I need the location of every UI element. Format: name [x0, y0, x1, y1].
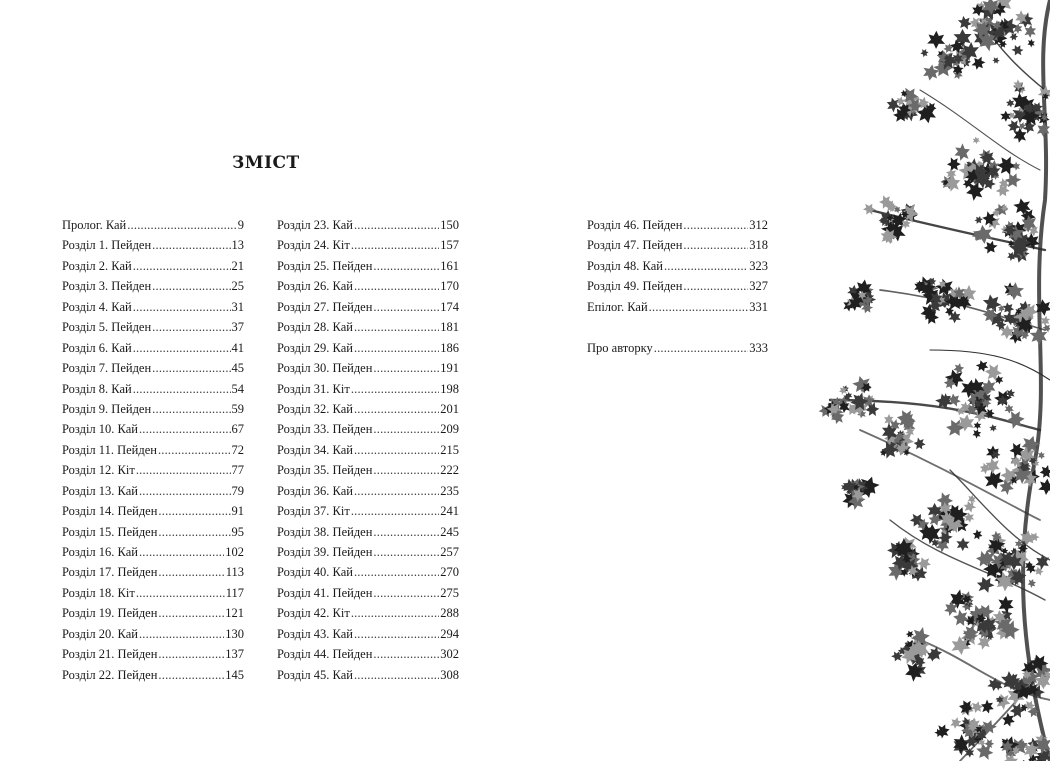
- toc-entry: [277, 501, 459, 521]
- toc-entry: [62, 235, 244, 255]
- dot-leader: [354, 276, 439, 296]
- dot-leader: [152, 358, 230, 378]
- toc-entry: [62, 522, 244, 542]
- toc-entry-label: Розділ 42. Кіт: [277, 606, 350, 621]
- toc-entry-label: Розділ 37. Кіт: [277, 504, 350, 519]
- toc-entry: [277, 215, 459, 235]
- toc-entry-page: 117: [225, 585, 244, 600]
- toc-entry-page: 331: [749, 299, 768, 314]
- toc-entry-label: Розділ 3. Пейден: [62, 279, 152, 294]
- toc-entry-page: 37: [231, 320, 244, 335]
- toc-entry-page: 95: [231, 524, 244, 539]
- dot-leader: [373, 583, 439, 603]
- toc-entry-page: 31: [231, 299, 244, 314]
- toc-entry-label: Розділ 41. Пейден: [277, 585, 373, 600]
- toc-entry: [277, 583, 459, 603]
- toc-entry-label: Розділ 5. Пейден: [62, 320, 152, 335]
- toc-entry-label: Розділ 29. Кай: [277, 340, 353, 355]
- toc-entry: [277, 399, 459, 419]
- toc-entry: [587, 338, 768, 358]
- toc-entry: [62, 501, 244, 521]
- dot-leader: [351, 603, 439, 623]
- toc-entry-label: Розділ 33. Пейден: [277, 422, 373, 437]
- toc-entry-page: 170: [440, 279, 459, 294]
- toc-entry-page: 137: [225, 647, 244, 662]
- toc-entry-label: Розділ 32. Кай: [277, 401, 353, 416]
- toc-entry: [62, 276, 244, 296]
- toc-entry-page: 9: [237, 218, 244, 232]
- dot-leader: [158, 665, 224, 685]
- toc-entry-label: Розділ 46. Пейден: [587, 218, 683, 232]
- toc-entry-page: 201: [440, 401, 459, 416]
- toc-entry-page: 13: [231, 238, 244, 253]
- toc-entry: [62, 338, 244, 358]
- dot-leader: [152, 276, 230, 296]
- dot-leader: [351, 379, 439, 399]
- toc-entry: [62, 624, 244, 644]
- dot-leader: [139, 481, 231, 501]
- dot-leader: [373, 542, 439, 562]
- toc-entry-label: Розділ 49. Пейден: [587, 279, 683, 294]
- toc-entry-label: Розділ 36. Кай: [277, 483, 353, 498]
- toc-entry: [62, 419, 244, 439]
- dot-leader: [354, 338, 439, 358]
- dot-leader: [127, 215, 237, 235]
- dot-leader: [133, 379, 231, 399]
- toc-entry-label: Розділ 8. Кай: [62, 381, 132, 396]
- toc-entry-page: 150: [440, 218, 459, 232]
- dot-leader: [136, 460, 231, 480]
- toc-entry-page: 45: [231, 361, 244, 376]
- toc-entry: [277, 338, 459, 358]
- toc-entry-label: Розділ 30. Пейден: [277, 361, 373, 376]
- toc-entry: [277, 256, 459, 276]
- dot-leader: [373, 419, 439, 439]
- dot-leader: [351, 501, 439, 521]
- dot-leader: [158, 501, 230, 521]
- toc-entry: [62, 542, 244, 562]
- toc-entry-label: Розділ 45. Кай: [277, 667, 353, 682]
- toc-entry: [277, 379, 459, 399]
- toc-entry-label: Розділ 38. Пейден: [277, 524, 373, 539]
- toc-entry-page: 323: [749, 258, 768, 273]
- dot-leader: [654, 338, 749, 358]
- dot-leader: [354, 665, 439, 685]
- toc-entry-label: Розділ 12. Кіт: [62, 463, 135, 478]
- toc-entry: [62, 665, 244, 685]
- toc-entry-label: Розділ 11. Пейден: [62, 442, 157, 457]
- dot-leader: [683, 276, 748, 296]
- dot-leader: [139, 542, 224, 562]
- toc-entry-page: 245: [440, 524, 459, 539]
- toc-entry: [62, 317, 244, 337]
- toc-entry-label: Розділ 22. Пейден: [62, 667, 158, 682]
- toc-entry-label: Розділ 48. Кай: [587, 258, 663, 273]
- toc-entry: [62, 399, 244, 419]
- toc-entry-page: 209: [440, 422, 459, 437]
- dot-leader: [133, 256, 231, 276]
- toc-entry-page: 25: [231, 279, 244, 294]
- toc-entry: [277, 522, 459, 542]
- dot-leader: [152, 317, 230, 337]
- dot-leader: [354, 481, 439, 501]
- dot-leader: [354, 399, 439, 419]
- toc-entry-page: 327: [749, 279, 768, 294]
- toc-entry: [277, 317, 459, 337]
- toc-entry: [587, 276, 768, 296]
- toc-entry-label: Розділ 47. Пейден: [587, 238, 683, 253]
- toc-entry-page: 145: [225, 667, 244, 682]
- toc-entry: [62, 440, 244, 460]
- toc-entry-page: 333: [749, 340, 768, 355]
- toc-entry: [62, 644, 244, 664]
- toc-entry: [587, 256, 768, 276]
- toc-entry-label: Розділ 10. Кай: [62, 422, 138, 437]
- dot-leader: [354, 624, 439, 644]
- toc-entry-page: 130: [225, 626, 244, 641]
- toc-column-2: [277, 215, 459, 685]
- toc-entry-page: 191: [440, 361, 459, 376]
- toc-column-1: [62, 215, 244, 685]
- dot-leader: [683, 235, 748, 255]
- toc-entry-page: 174: [440, 299, 459, 314]
- toc-entry-page: 102: [225, 545, 244, 559]
- toc-entry-label: Розділ 23. Кай: [277, 218, 353, 232]
- toc-entry-label: Розділ 17. Пейден: [62, 565, 158, 580]
- toc-entry-page: 222: [440, 463, 459, 478]
- page-title: ЗМІСТ: [232, 153, 300, 173]
- toc-entry-page: 302: [440, 647, 459, 662]
- dot-leader: [683, 215, 748, 235]
- dot-leader: [351, 235, 439, 255]
- dot-leader: [152, 235, 230, 255]
- toc-entry-page: 21: [231, 258, 244, 273]
- toc-entry-page: 113: [225, 565, 244, 580]
- toc-entry-label: Розділ 40. Кай: [277, 565, 353, 580]
- toc-entry-page: 41: [231, 340, 244, 355]
- toc-entry: [62, 562, 244, 582]
- toc-entry-label: Розділ 28. Кай: [277, 320, 353, 335]
- toc-entry-label: Розділ 4. Кай: [62, 299, 132, 314]
- toc-entry: [277, 440, 459, 460]
- toc-entry: [277, 644, 459, 664]
- toc-entry: [62, 379, 244, 399]
- toc-entry-page: 181: [440, 320, 459, 335]
- dot-leader: [158, 562, 224, 582]
- dot-leader: [354, 215, 439, 235]
- toc-entry-label: Розділ 31. Кіт: [277, 381, 350, 396]
- toc-entry-label: Розділ 6. Кай: [62, 340, 132, 355]
- dot-leader: [373, 256, 439, 276]
- toc-entry-page: 318: [749, 238, 768, 253]
- toc-entry-page: 161: [440, 258, 459, 273]
- dot-leader: [152, 399, 230, 419]
- toc-entry-page: 235: [440, 483, 459, 498]
- toc-entry-page: 308: [440, 667, 459, 682]
- toc-entry-page: 241: [440, 504, 459, 519]
- toc-entry-page: 186: [440, 340, 459, 355]
- toc-entry-label: Розділ 21. Пейден: [62, 647, 158, 662]
- dot-leader: [354, 440, 439, 460]
- toc-entry: [277, 481, 459, 501]
- toc-entry-page: 275: [440, 585, 459, 600]
- dot-leader: [373, 644, 439, 664]
- toc-entry-label: Розділ 20. Кай: [62, 626, 138, 641]
- toc-entry-label: Розділ 15. Пейден: [62, 524, 158, 539]
- dot-leader: [373, 358, 439, 378]
- toc-entry: [62, 358, 244, 378]
- dot-leader: [664, 256, 748, 276]
- toc-entry-page: 67: [231, 422, 244, 437]
- dot-leader: [373, 297, 439, 317]
- toc-entry-label: Пролог. Кай: [62, 218, 127, 232]
- dot-leader: [373, 522, 439, 542]
- toc-entry-page: 294: [440, 626, 459, 641]
- dot-leader: [158, 644, 224, 664]
- toc-entry: [277, 235, 459, 255]
- toc-entry-label: Розділ 39. Пейден: [277, 545, 373, 559]
- toc-entry: [277, 276, 459, 296]
- toc-entry: [62, 256, 244, 276]
- toc-entry-page: 288: [440, 606, 459, 621]
- dot-leader: [158, 522, 230, 542]
- toc-entry-label: Розділ 25. Пейден: [277, 258, 373, 273]
- toc-entry: [62, 481, 244, 501]
- toc-entry-page: 54: [231, 381, 244, 396]
- toc-entry: [277, 542, 459, 562]
- toc-column-3: [587, 215, 768, 358]
- dot-leader: [136, 583, 225, 603]
- toc-entry-label: Про авторку: [587, 340, 653, 355]
- toc-entry-label: Розділ 16. Кай: [62, 545, 138, 559]
- toc-entry: [277, 358, 459, 378]
- toc-entry-label: Розділ 2. Кай: [62, 258, 132, 273]
- toc-entry: [277, 603, 459, 623]
- toc-entry: [277, 665, 459, 685]
- dot-leader: [158, 440, 231, 460]
- dot-leader: [133, 297, 231, 317]
- dot-leader: [133, 338, 231, 358]
- toc-entry-page: 72: [231, 442, 244, 457]
- toc-entry-label: Епілог. Кай: [587, 299, 648, 314]
- toc-entry: [277, 624, 459, 644]
- dot-leader: [139, 624, 224, 644]
- toc-entry: [62, 603, 244, 623]
- toc-entry-label: Розділ 7. Пейден: [62, 361, 152, 376]
- dot-leader: [354, 317, 439, 337]
- toc-entry-label: Розділ 34. Кай: [277, 442, 353, 457]
- dot-leader: [354, 562, 439, 582]
- toc-entry-label: Розділ 35. Пейден: [277, 463, 373, 478]
- toc-entry: [277, 562, 459, 582]
- toc-entry-page: 215: [440, 442, 459, 457]
- toc-entry-label: Розділ 19. Пейден: [62, 606, 158, 621]
- toc-entry-page: 59: [231, 401, 244, 416]
- toc-entry-page: 270: [440, 565, 459, 580]
- toc-entry-page: 79: [231, 483, 244, 498]
- toc-entry-page: 312: [749, 218, 768, 232]
- toc-entry-page: 77: [231, 463, 244, 478]
- toc-entry-page: 157: [440, 238, 459, 253]
- toc-entry: [62, 583, 244, 603]
- toc-entry: [587, 215, 768, 235]
- toc-entry-page: 91: [231, 504, 244, 519]
- toc-entry: [587, 235, 768, 255]
- toc-entry-label: Розділ 18. Кіт: [62, 585, 135, 600]
- dot-leader: [158, 603, 224, 623]
- dot-leader: [373, 460, 439, 480]
- toc-entry-label: Розділ 13. Кай: [62, 483, 138, 498]
- toc-entry-label: Розділ 24. Кіт: [277, 238, 350, 253]
- toc-entry: [62, 215, 244, 235]
- toc-entry-label: Розділ 43. Кай: [277, 626, 353, 641]
- toc-entry-label: Розділ 27. Пейден: [277, 299, 373, 314]
- tree-branches-illustration: [800, 0, 1050, 761]
- toc-entry: [277, 460, 459, 480]
- toc-entry-page: 198: [440, 381, 459, 396]
- dot-leader: [649, 297, 749, 317]
- toc-entry-page: 121: [225, 606, 244, 621]
- toc-entry: [277, 297, 459, 317]
- toc-entry-label: Розділ 26. Кай: [277, 279, 353, 294]
- toc-entry: [587, 297, 768, 317]
- toc-entry-label: Розділ 44. Пейден: [277, 647, 373, 662]
- toc-entry-label: Розділ 14. Пейден: [62, 504, 158, 519]
- dot-leader: [139, 419, 231, 439]
- toc-entry-label: Розділ 1. Пейден: [62, 238, 152, 253]
- toc-entry-label: Розділ 9. Пейден: [62, 401, 152, 416]
- toc-entry: [277, 419, 459, 439]
- toc-entry: [62, 297, 244, 317]
- toc-entry: [62, 460, 244, 480]
- toc-entry-page: 257: [440, 545, 459, 559]
